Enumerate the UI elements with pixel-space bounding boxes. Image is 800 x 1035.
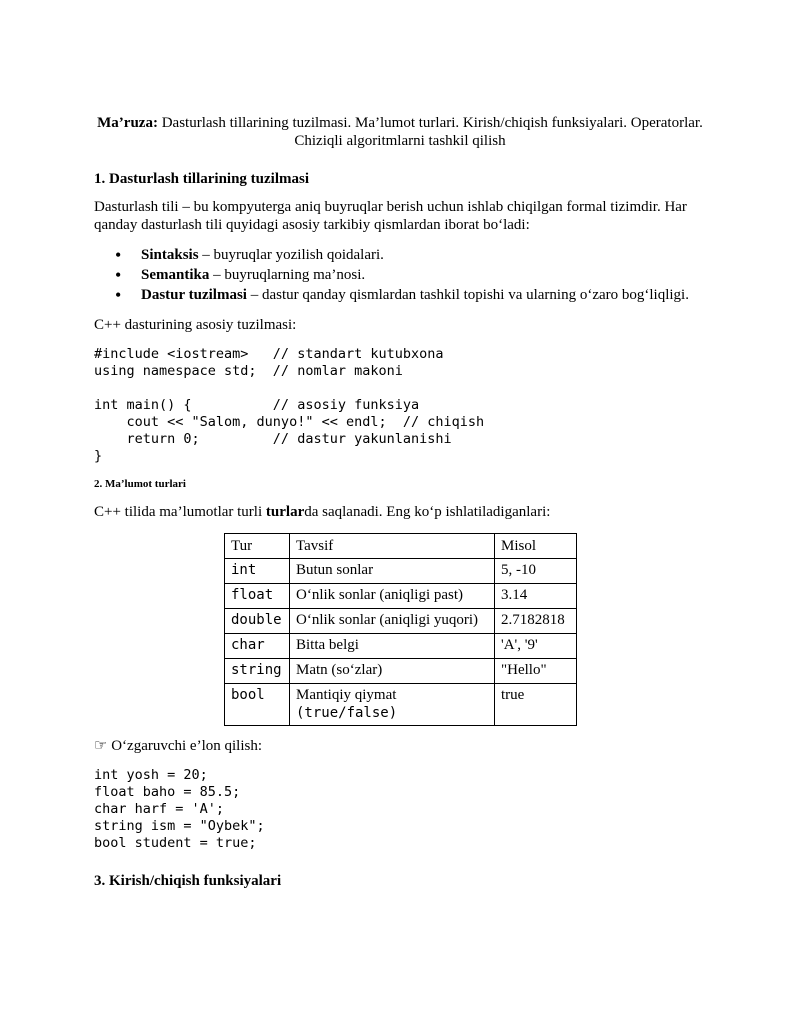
section-2-intro <box>94 503 706 521</box>
cell-misol: 'A', '9' <box>495 634 577 659</box>
code-intro: C++ dasturining asosiy tuzilmasi: <box>94 317 297 333</box>
code-line: using namespace std; // nomlar makoni <box>94 363 403 379</box>
section-3-heading: 3. Kirish/chiqish funksiyalari <box>94 873 282 889</box>
cell-tavsif: Butun sonlar <box>290 559 495 584</box>
cell-tavsif: Matn (so‘zlar) <box>290 659 495 684</box>
code-line: return 0; // dastur yakunlanishi <box>94 431 452 447</box>
table-header-row <box>225 534 577 559</box>
code-line: int main() { // asosiy funksiya <box>94 397 420 413</box>
section-2-intro-after: da saqlanadi. Eng ko‘p ishlatiladiganlari: <box>304 504 551 520</box>
list-item-term: Dastur tuzilmasi <box>141 287 247 303</box>
lecture-title-label: Ma’ruza: <box>97 115 158 131</box>
code-line <box>94 380 706 397</box>
cell-tavsif-text: Mantiqiy qiymat <box>296 687 397 703</box>
table-row <box>225 684 577 726</box>
cell-misol: true <box>495 684 577 726</box>
variable-declaration-code <box>94 767 706 852</box>
cell-tavsif: Bitta belgi <box>290 634 495 659</box>
cell-tavsif-code: (true/false) <box>296 705 398 721</box>
section-1-intro: Dasturlash tili – bu kompyuterga aniq buyruqlar berish uchun ishlab chiqilgan formal tizimdir. Har qanday dasturlash tili quyidagi asosiy tarkibiy qismlardan iborat bo‘ladi: <box>94 199 687 233</box>
list-item-desc: – dastur qanday qismlardan tashkil topishi va ularning o‘zaro bog‘liqligi. <box>246 287 689 303</box>
list-item <box>141 246 706 264</box>
code-line: char harf = 'A'; <box>94 801 225 817</box>
table-row <box>225 659 577 684</box>
section-1-heading: 1. Dasturlash tillarining tuzilmasi <box>94 171 310 187</box>
cell-tavsif: O‘nlik sonlar (aniqligi yuqori) <box>290 609 495 634</box>
code-line: int yosh = 20; <box>94 767 208 783</box>
components-list <box>94 246 706 304</box>
column-header: Tur <box>225 534 290 559</box>
cell-tavsif <box>290 684 495 726</box>
lecture-title-text: Dasturlash tillarining tuzilmasi. Ma’lumot turlari. Kirish/chiqish funksiyalari. Operatorlar. Chiziqli algoritmlarni tashkil qilish <box>157 115 703 149</box>
cell-misol: 2.7182818 <box>495 609 577 634</box>
data-types-table <box>224 533 577 726</box>
section-2-heading: 2. Ma’lumot turlari <box>94 478 186 490</box>
list-item-term: Sintaksis <box>141 247 199 263</box>
column-header: Misol <box>495 534 577 559</box>
document-content <box>94 114 706 900</box>
cell-misol: "Hello" <box>495 659 577 684</box>
code-line: } <box>94 448 103 464</box>
list-item <box>141 286 706 304</box>
cell-tur: char <box>225 634 290 659</box>
cpp-structure-code <box>94 346 706 465</box>
variable-intro-text: O‘zgaruvchi e’lon qilish: <box>107 738 262 754</box>
cell-tur: string <box>225 659 290 684</box>
code-line: #include <iostream> // standart kutubxona <box>94 346 444 362</box>
variable-intro <box>94 736 706 755</box>
list-item-term: Semantika <box>141 267 210 283</box>
table-row <box>225 609 577 634</box>
list-item <box>141 266 706 284</box>
cell-tur: float <box>225 584 290 609</box>
table-row <box>225 559 577 584</box>
table-row <box>225 584 577 609</box>
pointing-hand-icon: ☞ <box>94 736 108 754</box>
cell-misol: 5, -10 <box>495 559 577 584</box>
section-2-intro-before: C++ tilida ma’lumotlar turli <box>94 504 266 520</box>
list-item-desc: – buyruqlar yozilish qoidalari. <box>198 247 384 263</box>
code-line: string ism = "Oybek"; <box>94 818 265 834</box>
section-2-intro-bold: turlar <box>265 504 305 520</box>
code-line: bool student = true; <box>94 835 257 851</box>
code-line: float baho = 85.5; <box>94 784 241 800</box>
cell-tur: double <box>225 609 290 634</box>
cell-misol: 3.14 <box>495 584 577 609</box>
list-item-desc: – buyruqlarning ma’nosi. <box>209 267 366 283</box>
lecture-title <box>94 114 706 150</box>
column-header: Tavsif <box>290 534 495 559</box>
cell-tur: int <box>225 559 290 584</box>
table-row <box>225 634 577 659</box>
cell-tur: bool <box>225 684 290 726</box>
cell-tavsif: O‘nlik sonlar (aniqligi past) <box>290 584 495 609</box>
code-line: cout << "Salom, dunyo!" << endl; // chiqish <box>94 414 485 430</box>
